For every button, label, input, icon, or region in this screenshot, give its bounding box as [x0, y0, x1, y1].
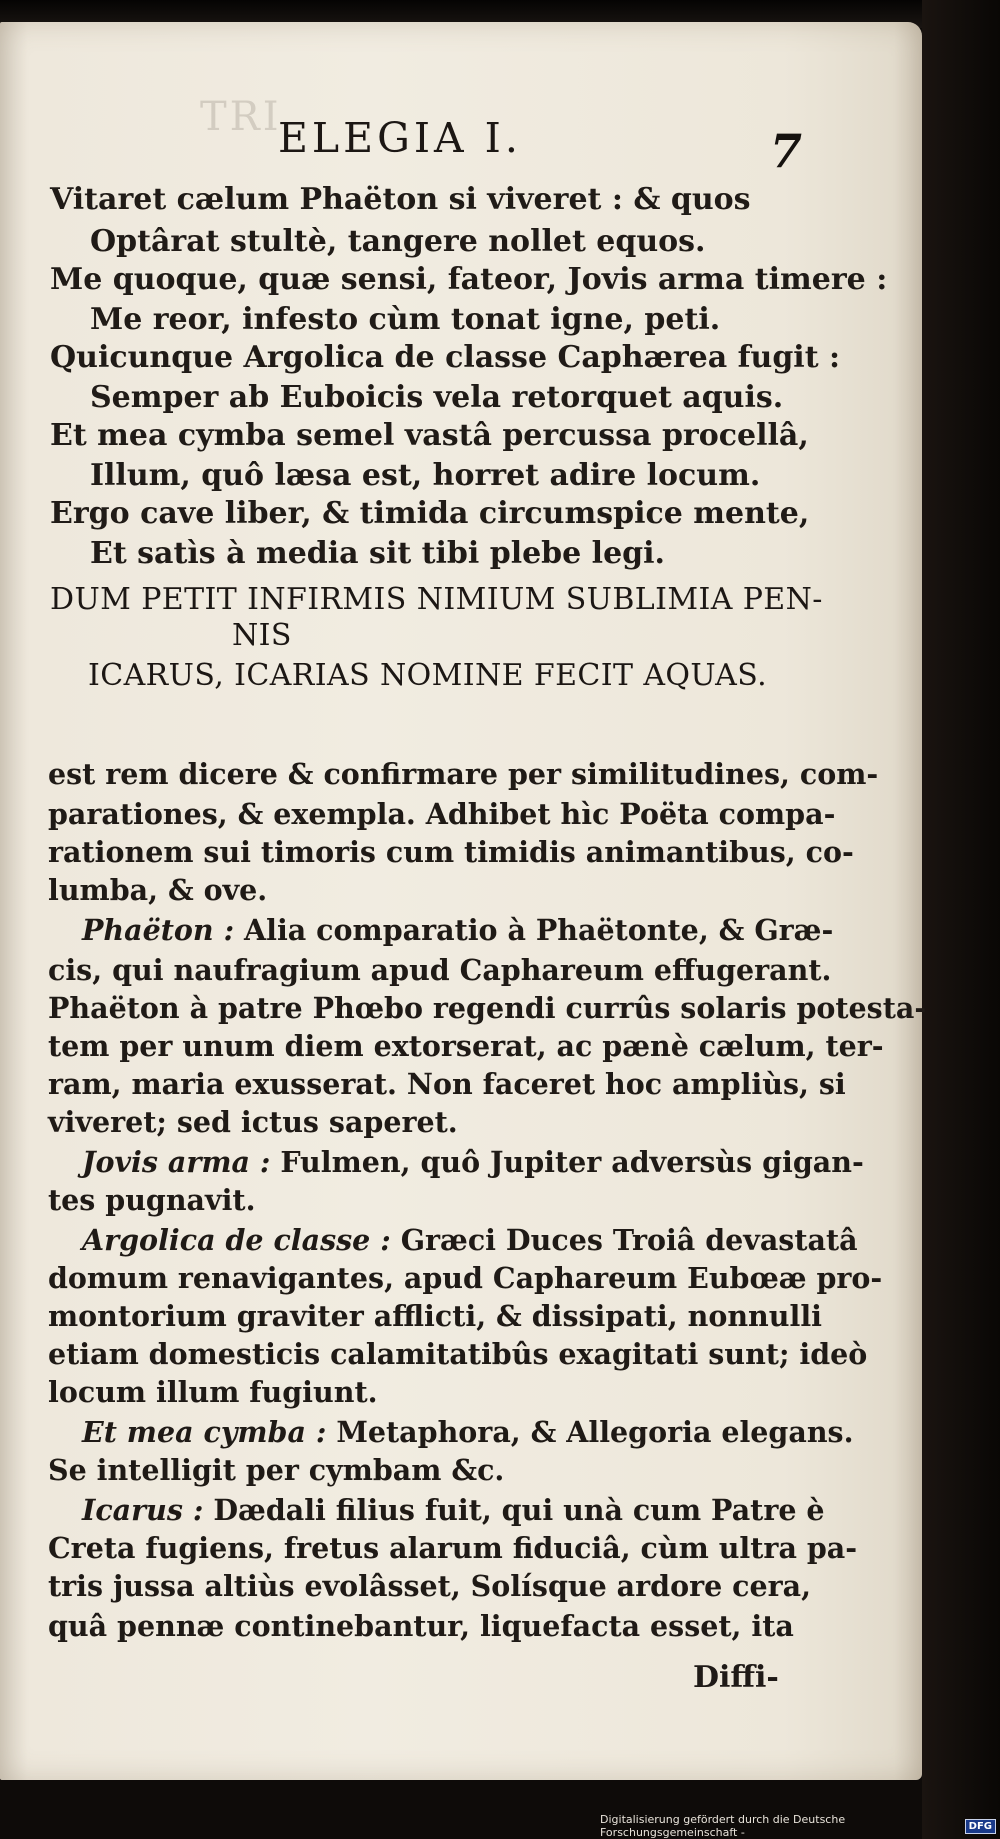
commentary-line	[48, 1298, 822, 1334]
commentary-line	[82, 1414, 854, 1450]
commentary-text: rationem sui timoris cum timidis animantibus, co-	[48, 835, 854, 869]
commentary-text: Dædali filius fuit, qui unà cum Patre è	[203, 1493, 825, 1527]
digitization-footer	[600, 1815, 1000, 1837]
commentary-text: domum renavigantes, apud Caphareum Eubœæ pro-	[48, 1261, 883, 1295]
commentary-lemma: Argolica de classe :	[82, 1223, 391, 1257]
commentary-line	[48, 756, 878, 792]
commentary-lemma: Icarus :	[82, 1493, 204, 1527]
commentary-line	[48, 1452, 504, 1488]
epigram-line-2: ICARUS, ICARIAS NOMINE FECIT AQUAS.	[88, 658, 768, 693]
commentary-text: Se intelligit per cymbam &c.	[48, 1453, 505, 1487]
commentary-text: est rem dicere & confirmare per similitudines, com-	[48, 757, 879, 791]
commentary-line	[48, 1374, 378, 1410]
commentary-line	[48, 1260, 882, 1296]
commentary-text: tem per unum diem extorserat, ac pænè cælum, ter-	[48, 1029, 884, 1063]
commentary-line	[82, 1492, 825, 1528]
footer-text: Digitalisierung gefördert durch die Deutsche Forschungsgemeinschaft -	[600, 1813, 846, 1839]
commentary-text: viveret; sed ictus saperet.	[48, 1105, 458, 1139]
commentary-text: parationes, & exempla. Adhibet hìc Poëta compa-	[48, 797, 836, 831]
commentary-line	[48, 1568, 811, 1604]
commentary-lemma: Et mea cymba :	[82, 1415, 327, 1449]
commentary-line	[82, 1222, 858, 1258]
page-number: 7	[770, 124, 803, 178]
commentary-text: tes pugnavit.	[48, 1183, 256, 1217]
commentary-text: etiam domesticis calamitatibûs exagitati sunt; ideò	[48, 1337, 868, 1371]
commentary-line	[48, 1608, 794, 1644]
commentary-line	[48, 1530, 857, 1566]
book-page	[0, 22, 927, 1780]
commentary-text: cis, qui naufragium apud Caphareum effugerant.	[48, 953, 832, 987]
verse-line: Et mea cymba semel vastâ percussa procellâ,	[50, 418, 809, 453]
commentary-lemma: Jovis arma :	[82, 1145, 271, 1179]
commentary-line	[48, 796, 835, 832]
commentary-line	[48, 1066, 846, 1102]
commentary-line	[82, 1144, 864, 1180]
dfg-logo: DFG	[965, 1819, 996, 1834]
commentary-line	[48, 1336, 867, 1372]
catchword: Diffi-	[693, 1660, 779, 1695]
commentary-text: locum illum fugiunt.	[48, 1375, 378, 1409]
verse-line: Illum, quô læsa est, horret adire locum.	[90, 458, 761, 493]
bleed-through-text: TRI	[200, 94, 282, 140]
commentary-text: quâ pennæ continebantur, liquefacta esset, ita	[48, 1609, 794, 1643]
commentary-text: ram, maria exusserat. Non faceret hoc ampliùs, si	[48, 1067, 846, 1101]
commentary-text: Creta fugiens, fretus alarum fiduciâ, cùm ultra pa-	[48, 1531, 858, 1565]
verse-line: Et satìs à media sit tibi plebe legi.	[90, 536, 665, 571]
commentary-lemma: Phaëton :	[82, 913, 235, 947]
verse-line: Me quoque, quæ sensi, fateor, Jovis arma timere :	[50, 262, 888, 297]
commentary-line	[48, 1182, 256, 1218]
commentary-text: Græci Duces Troiâ devastatâ	[390, 1223, 858, 1257]
commentary-text: montorium graviter afflicti, & dissipati, nonnulli	[48, 1299, 822, 1333]
epigram-line-1: DUM PETIT INFIRMIS NIMIUM SUBLIMIA PEN-	[50, 582, 823, 617]
commentary-text: tris jussa altiùs evolâsset, Solísque ardore cera,	[48, 1569, 812, 1603]
commentary-line	[48, 872, 267, 908]
running-head: ELEGIA I.	[278, 114, 522, 162]
commentary-text: Fulmen, quô Jupiter adversùs gigan-	[270, 1145, 864, 1179]
verse-line: Quicunque Argolica de classe Caphærea fugit :	[50, 340, 841, 375]
scan-background	[922, 0, 1000, 1839]
commentary-text: Phaëton à patre Phœbo regendi currûs solaris potesta-	[48, 991, 927, 1025]
commentary-text: Alia comparatio à Phaëtonte, & Græ-	[234, 913, 834, 947]
commentary-line	[48, 990, 926, 1026]
commentary-line	[82, 912, 833, 948]
verse-line: Vitaret cælum Phaëton si viveret : & quos	[50, 182, 751, 217]
epigram-line-1-continuation: NIS	[232, 618, 292, 653]
commentary-line	[48, 1028, 884, 1064]
commentary-line	[48, 834, 854, 870]
verse-line: Optârat stultè, tangere nollet equos.	[90, 224, 706, 259]
commentary-line	[48, 952, 831, 988]
verse-line: Ergo cave liber, & timida circumspice mente,	[50, 496, 810, 531]
commentary-line	[48, 1104, 458, 1140]
commentary-text: lumba, & ove.	[48, 873, 268, 907]
verse-line: Semper ab Euboicis vela retorquet aquis.	[90, 380, 784, 415]
commentary-text: Metaphora, & Allegoria elegans.	[326, 1415, 854, 1449]
verse-line: Me reor, infesto cùm tonat igne, peti.	[90, 302, 721, 337]
